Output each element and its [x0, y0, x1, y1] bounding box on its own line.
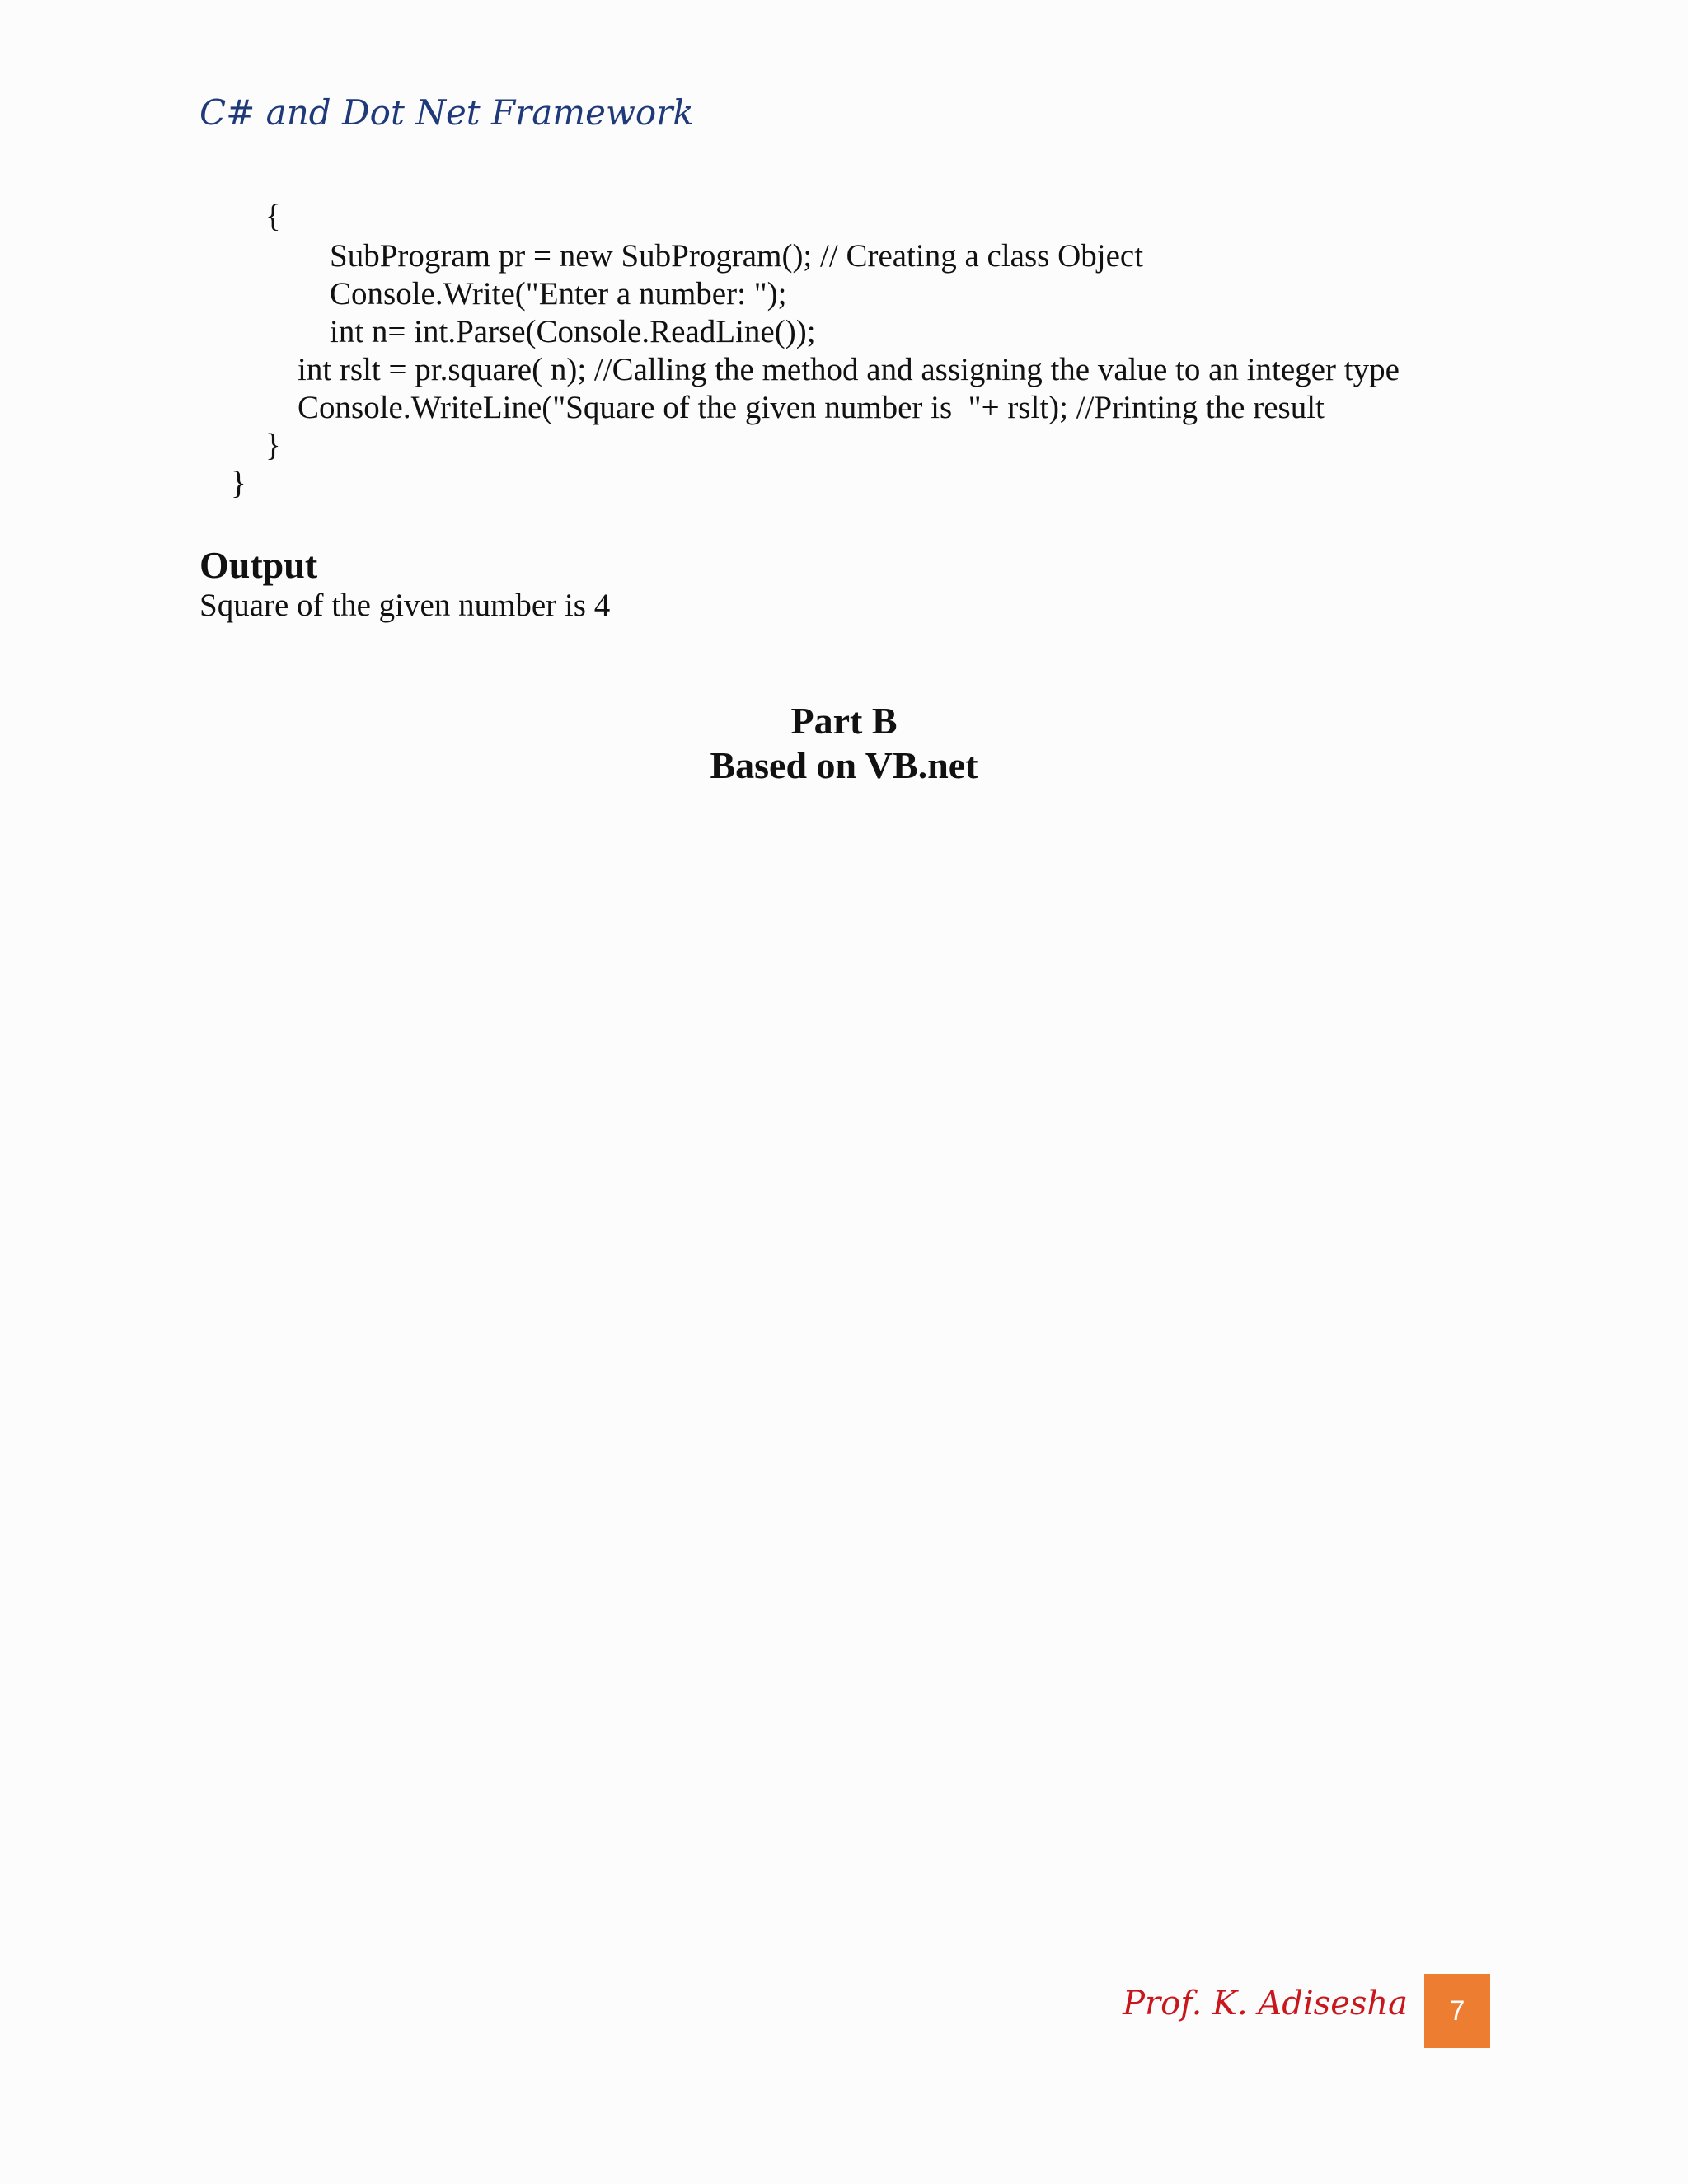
- code-line: Console.WriteLine("Square of the given number is "+ rslt); //Printing the result: [298, 390, 1325, 425]
- page-number-badge: [1424, 1974, 1490, 2048]
- code-line: Console.Write("Enter a number: ");: [330, 276, 787, 312]
- footer-author: Prof. K. Adisesha: [1123, 1985, 1408, 2022]
- part-subtitle: Based on VB.net: [710, 744, 978, 786]
- output-heading: Output: [199, 544, 318, 586]
- code-line: {: [265, 199, 281, 234]
- document-header-title: C# and Dot Net Framework: [199, 92, 694, 133]
- part-title: Part B: [790, 700, 898, 742]
- output-text: Square of the given number is 4: [199, 588, 611, 623]
- code-line: int n= int.Parse(Console.ReadLine());: [330, 314, 816, 349]
- code-line: int rslt = pr.square( n); //Calling the method and assigning the value to an integer type: [298, 352, 1400, 387]
- page-number: 7: [1449, 1994, 1465, 2027]
- code-line: SubProgram pr = new SubProgram(); // Creating a class Object: [330, 238, 1144, 274]
- code-line: }: [231, 466, 246, 501]
- code-line: }: [265, 428, 281, 463]
